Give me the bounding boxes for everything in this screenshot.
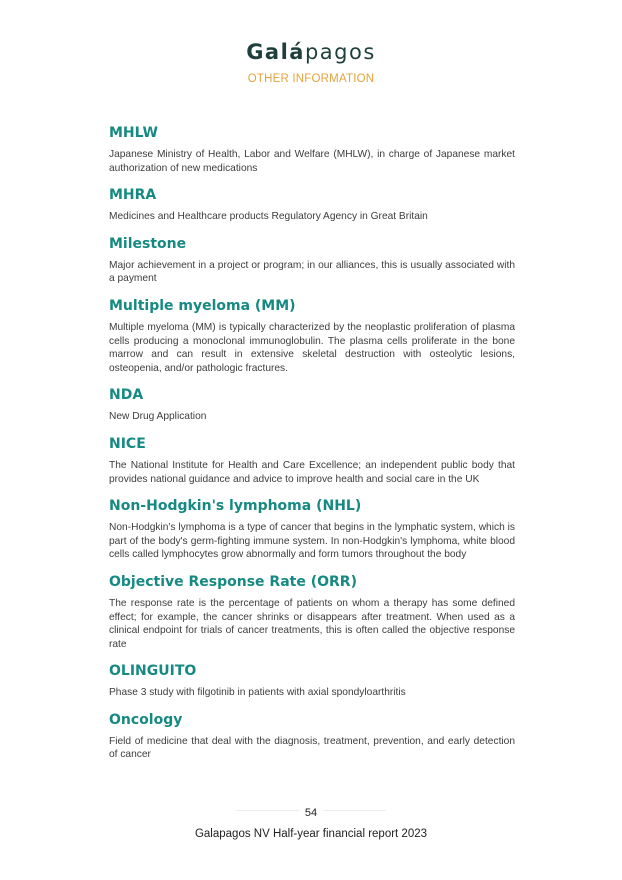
glossary-term: Oncology [109,711,183,728]
glossary-definition: New Drug Application [109,411,207,423]
galapagos-logo [0,40,622,64]
glossary-term: Non-Hodgkin's lymphoma (NHL) [109,498,362,515]
page-footer [0,803,622,841]
report-title: Galapagos NV Half-year financial report 2023 [194,828,428,840]
logo-thin-part: pagos [304,40,376,64]
glossary-term: MHRA [109,187,157,204]
glossary-definition: Phase 3 study with filgotinib in patients with axial spondyloarthritis [109,687,406,699]
glossary-entry-oncology [109,711,515,762]
glossary-term: NICE [109,435,146,452]
glossary-entry-nda [109,386,515,424]
glossary-term: OLINGUITO [109,663,197,680]
glossary-term: Milestone [109,235,187,252]
page-header [0,40,622,86]
glossary-entry-nice [109,435,515,486]
glossary-entry-milestone [109,235,515,286]
glossary-term: MHLW [109,125,158,141]
glossary-definition: Japanese Ministry of Health, Labor and Welfare (MHLW), in charge of Japanese market authorization of new medications [109,149,515,174]
glossary-term: Multiple myeloma (MM) [109,297,296,314]
glossary-entry-nhl [109,497,515,562]
logo-bold-part: Galá [246,40,305,64]
glossary-definition: Multiple myeloma (MM) is typically characterized by the neoplastic proliferation of plasma cells producing a monoclonal immunoglobulin. The plasma cells proliferate in the bone marrow and can result in extensive skeletal destruction with osteolytic lesions, osteopenia, and/or pathologic fractures. [109,321,515,374]
glossary-entry-olinguito [109,662,515,700]
glossary-definition: Major achievement in a project or program; in our alliances, this is usually associated with a payment [109,259,515,285]
glossary-definition: The response rate is the percentage of patients on whom a therapy has some defined effect; for example, the cancer shrinks or disappears after treatment. When used as a clinical endpoint for trials of cancer treatments, this is often called the objective response rate [109,597,515,650]
glossary-definition: Medicines and Healthcare products Regulatory Agency in Great Britain [109,211,428,223]
section-title: OTHER INFORMATION [247,73,375,85]
glossary-term: NDA [109,387,144,404]
glossary-entry-multiple-myeloma [109,297,515,375]
glossary-entry-mhlw [109,124,515,175]
glossary-definition: The National Institute for Health and Care Excellence; an independent public body that provides national guidance and advice to improve health and social care in the UK [109,459,515,485]
glossary-entry-mhra [109,186,515,224]
glossary-definition: Non-Hodgkin's lymphoma is a type of cancer that begins in the lymphatic system, which is part of the body's germ-fighting immune system. In non-Hodgkin's lymphoma, white blood cells called lymphocytes grow abnormally and form tumors throughout the body [109,522,515,561]
glossary-definition: Field of medicine that deal with the diagnosis, treatment, prevention, and early detection of cancer [109,735,515,761]
glossary-list [109,124,515,773]
page-number: 54 [299,806,323,820]
glossary-entry-orr [109,573,515,651]
glossary-term: Objective Response Rate (ORR) [109,573,357,590]
